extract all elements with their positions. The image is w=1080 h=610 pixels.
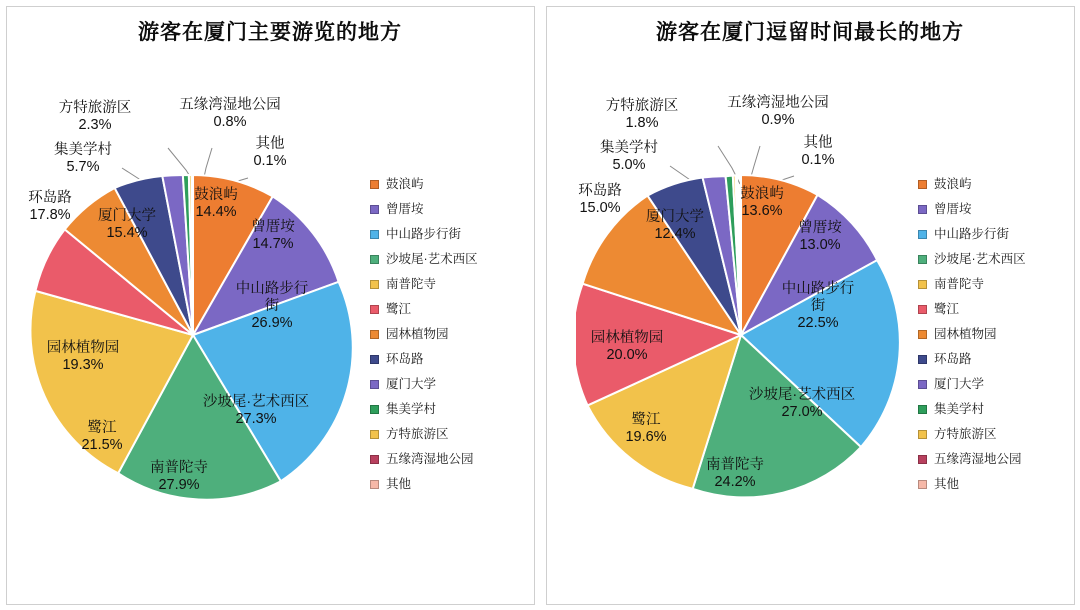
legend-item[interactable]: 南普陀寺 (918, 272, 1078, 297)
legend-swatch-icon (370, 305, 379, 314)
legend-swatch-icon (918, 230, 927, 239)
chart-2-label-nanputuo: 南普陀寺 24.2% (706, 457, 764, 491)
legend-item[interactable]: 中山路步行街 (918, 222, 1078, 247)
legend-item[interactable]: 中山路步行街 (370, 222, 530, 247)
chart-2-label-fangte: 方特旅游区 1.8% (605, 98, 679, 132)
legend-item[interactable]: 曾厝垵 (370, 197, 530, 222)
chart-1-label-xiada: 厦门大学 15.4% (98, 208, 156, 242)
chart-2-label-huandao: 环岛路 15.0% (578, 183, 622, 217)
legend-item[interactable]: 沙坡尾·艺术西区 (370, 247, 530, 272)
chart-1-label-wuyuanwan: 五缘湾湿地公园 0.8% (179, 97, 281, 131)
legend-item[interactable]: 集美学村 (918, 397, 1078, 422)
legend-swatch-icon (370, 330, 379, 339)
chart-1-label-shapowei: 沙坡尾·艺术西区 27.3% (202, 394, 310, 428)
legend-swatch-icon (370, 430, 379, 439)
legend-item[interactable]: 园林植物园 (918, 322, 1078, 347)
legend-swatch-icon (918, 355, 927, 364)
legend-item[interactable]: 其他 (370, 472, 530, 497)
chart-1-label-yuanlin: 园林植物园 19.3% (46, 340, 120, 374)
legend-item[interactable]: 环岛路 (370, 347, 530, 372)
chart-1-label-nanputuo: 南普陀寺 27.9% (150, 460, 208, 494)
legend-item[interactable]: 鼓浪屿 (918, 172, 1078, 197)
legend-item[interactable]: 厦门大学 (918, 372, 1078, 397)
legend-swatch-icon (370, 480, 379, 489)
legend-swatch-icon (370, 380, 379, 389)
chart-2-label-cengcuoan: 曾厝垵 13.0% (798, 220, 842, 254)
legend-swatch-icon (370, 280, 379, 289)
legend-swatch-icon (918, 280, 927, 289)
legend-swatch-icon (918, 455, 927, 464)
legend-swatch-icon (918, 305, 927, 314)
legend-item[interactable]: 曾厝垵 (918, 197, 1078, 222)
chart-1-label-huandao: 环岛路 17.8% (28, 190, 72, 224)
legend-item[interactable]: 园林植物园 (370, 322, 530, 347)
legend-item[interactable]: 南普陀寺 (370, 272, 530, 297)
legend-swatch-icon (918, 205, 927, 214)
legend-item[interactable]: 环岛路 (918, 347, 1078, 372)
chart-2-label-qita: 其他 0.1% (801, 135, 835, 169)
chart-1-label-zhongshan: 中山路步行 街 26.9% (235, 281, 309, 332)
legend-item[interactable]: 五缘湾湿地公园 (370, 447, 530, 472)
legend-item[interactable]: 鼓浪屿 (370, 172, 530, 197)
legend-item[interactable]: 方特旅游区 (370, 422, 530, 447)
legend-item[interactable]: 鹭江 (370, 297, 530, 322)
chart-panel-2 (540, 0, 1080, 610)
chart-2-title: 游客在厦门逗留时间最长的地方 (656, 21, 964, 44)
chart-2-label-wuyuanwan: 五缘湾湿地公园 0.9% (727, 95, 829, 129)
chart-2-legend (918, 172, 1078, 497)
chart-1-label-gulangyu: 鼓浪屿 14.4% (194, 187, 238, 221)
legend-swatch-icon (370, 405, 379, 414)
legend-item[interactable]: 五缘湾湿地公园 (918, 447, 1078, 472)
chart-1-label-qita: 其他 0.1% (253, 136, 287, 170)
chart-1-title: 游客在厦门主要游览的地方 (138, 21, 402, 44)
legend-item[interactable]: 沙坡尾·艺术西区 (918, 247, 1078, 272)
chart-1-label-fangte: 方特旅游区 2.3% (58, 100, 132, 134)
legend-item[interactable]: 鹭江 (918, 297, 1078, 322)
legend-swatch-icon (370, 180, 379, 189)
legend-swatch-icon (918, 255, 927, 264)
chart-1-label-lujiang: 鹭江 21.5% (81, 420, 123, 454)
legend-swatch-icon (370, 255, 379, 264)
chart-2-label-zhongshan: 中山路步行 街 22.5% (781, 281, 855, 332)
legend-swatch-icon (918, 180, 927, 189)
chart-1-label-cengcuoan: 曾厝垵 14.7% (251, 219, 295, 253)
chart-2-label-jimei: 集美学村 5.0% (600, 140, 658, 174)
chart-2-label-xiada: 厦门大学 12.4% (646, 209, 704, 243)
chart-2-label-yuanlin: 园林植物园 20.0% (590, 330, 664, 364)
legend-swatch-icon (918, 405, 927, 414)
legend-swatch-icon (918, 480, 927, 489)
legend-item[interactable]: 方特旅游区 (918, 422, 1078, 447)
chart-2-label-lujiang: 鹭江 19.6% (625, 412, 667, 446)
chart-2-label-gulangyu: 鼓浪屿 13.6% (740, 186, 784, 220)
legend-item[interactable]: 集美学村 (370, 397, 530, 422)
legend-swatch-icon (370, 455, 379, 464)
legend-item[interactable]: 厦门大学 (370, 372, 530, 397)
legend-swatch-icon (918, 330, 927, 339)
legend-swatch-icon (370, 205, 379, 214)
legend-swatch-icon (918, 380, 927, 389)
legend-swatch-icon (370, 230, 379, 239)
chart-1-label-jimei: 集美学村 5.7% (54, 142, 112, 176)
chart-2-label-shapowei: 沙坡尾·艺术西区 27.0% (748, 387, 856, 421)
chart-1-legend (370, 172, 530, 497)
legend-swatch-icon (918, 430, 927, 439)
legend-swatch-icon (370, 355, 379, 364)
legend-item[interactable]: 其他 (918, 472, 1078, 497)
